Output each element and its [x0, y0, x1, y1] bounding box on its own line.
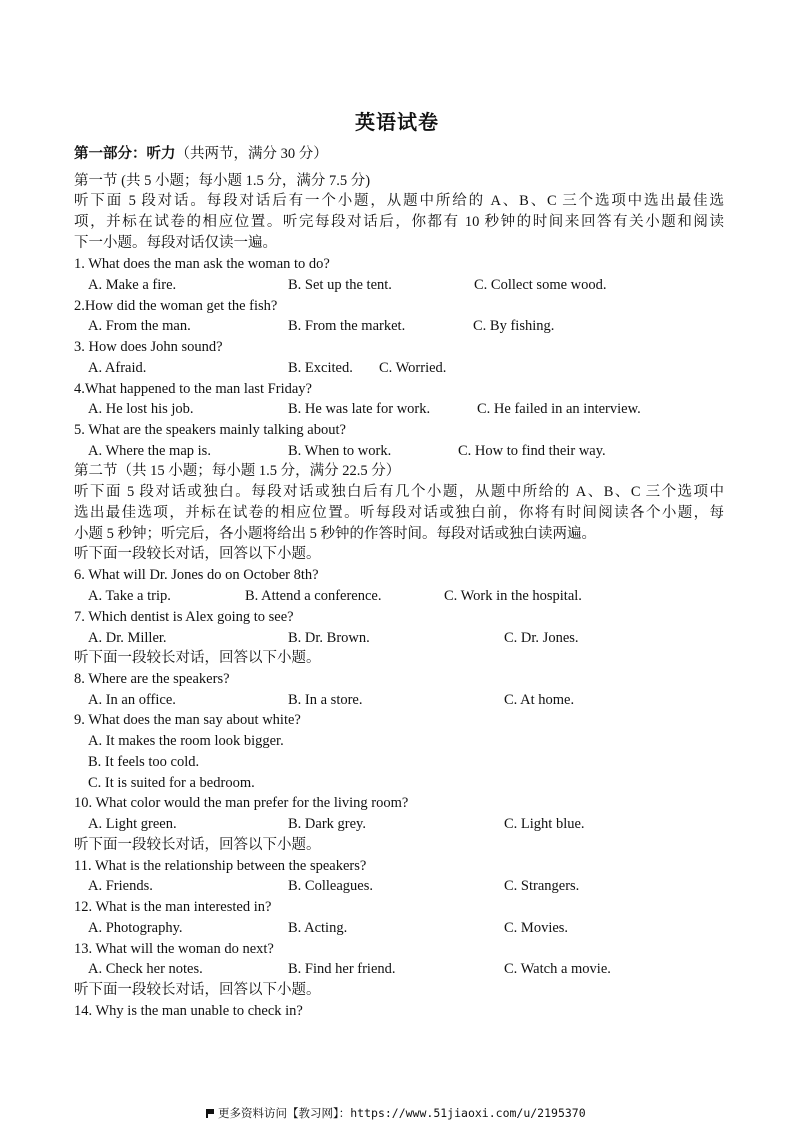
option-b: B. Find her friend.: [288, 961, 396, 977]
question-stem: 10. What color would the man prefer for the living room?: [74, 795, 409, 811]
section1-instruction-line: 下一小题。每段对话仅读一遍。: [74, 235, 277, 251]
section1-instruction-line: 项，并标在试卷的相应位置。听完每段对话后，你都有 10 秒钟的时间来回答有关小题和阅读: [74, 214, 724, 230]
section2-instruction-line: 选出最佳选项，并标在试卷的相应位置。听每段对话或独白前，你将有时间阅读各个小题，每: [74, 505, 724, 521]
section1-heading: 第一节 (共 5 小题；每小题 1.5 分，满分 7.5 分): [74, 173, 371, 189]
option-c: C. He failed in an interview.: [477, 401, 641, 417]
option-a: A. Friends.: [88, 878, 153, 894]
long-dialogue-prompt: 听下面一段较长对话，回答以下小题。: [74, 650, 321, 666]
part1-heading-rest: （共两节，满分 30 分）: [175, 146, 328, 162]
question-stem: 1. What does the man ask the woman to do?: [74, 256, 330, 272]
section2-instruction-line: 小题 5 秒钟；听完后，各小题将给出 5 秒钟的作答时间。每段对话或独白读两遍。: [74, 526, 596, 542]
question-stem: 3. How does John sound?: [74, 339, 223, 355]
question-stem: 2.How did the woman get the fish?: [74, 298, 278, 314]
question-stem: 5. What are the speakers mainly talking about?: [74, 422, 346, 438]
question-stem: 11. What is the relationship between the speakers?: [74, 858, 367, 874]
option-b: B. When to work.: [288, 443, 392, 459]
flag-icon: [206, 1109, 214, 1118]
option-a: A. Check her notes.: [88, 961, 203, 977]
option-a: A. In an office.: [88, 692, 176, 708]
question-stem: 14. Why is the man unable to check in?: [74, 1003, 303, 1019]
option-c: C. Worried.: [379, 360, 447, 376]
long-dialogue-prompt: 听下面一段较长对话，回答以下小题。: [74, 546, 321, 562]
option-c: C. How to find their way.: [458, 443, 606, 459]
option-c: C. Light blue.: [504, 816, 585, 832]
question-stem: 4.What happened to the man last Friday?: [74, 381, 312, 397]
option-a: A. He lost his job.: [88, 401, 194, 417]
question-stem: 7. Which dentist is Alex going to see?: [74, 609, 294, 625]
page-title: 英语试卷: [355, 112, 439, 134]
option-a: A. It makes the room look bigger.: [88, 733, 284, 749]
question-stem: 9. What does the man say about white?: [74, 712, 301, 728]
option-c: C. Movies.: [504, 920, 569, 936]
long-dialogue-prompt: 听下面一段较长对话，回答以下小题。: [74, 837, 321, 853]
option-a: A. Dr. Miller.: [88, 630, 167, 646]
option-c: C. Work in the hospital.: [444, 588, 582, 604]
option-c: C. It is suited for a bedroom.: [88, 775, 255, 791]
footer: [206, 1105, 586, 1121]
option-c: C. At home.: [504, 692, 575, 708]
option-a: A. Afraid.: [88, 360, 147, 376]
option-c: C. Strangers.: [504, 878, 580, 894]
option-b: B. He was late for work.: [288, 401, 431, 417]
option-a: A. Light green.: [88, 816, 177, 832]
footer-link[interactable]: https://www.51jiaoxi.com/u/2195370: [350, 1106, 586, 1120]
option-b: B. It feels too cold.: [88, 754, 200, 770]
option-b: B. Dr. Brown.: [288, 630, 370, 646]
option-b: B. Dark grey.: [288, 816, 366, 832]
option-b: B. Colleagues.: [288, 878, 373, 894]
question-stem: 12. What is the man interested in?: [74, 899, 272, 915]
option-a: A. Photography.: [88, 920, 183, 936]
question-stem: 8. Where are the speakers?: [74, 671, 230, 687]
section2-heading: 第二节（共 15 小题；每小题 1.5 分，满分 22.5 分）: [74, 463, 401, 479]
option-b: B. In a store.: [288, 692, 363, 708]
option-c: C. Dr. Jones.: [504, 630, 579, 646]
option-c: C. Watch a movie.: [504, 961, 611, 977]
option-a: A. Make a fire.: [88, 277, 177, 293]
option-b: B. From the market.: [288, 318, 406, 334]
option-a: A. From the man.: [88, 318, 191, 334]
option-c: C. By fishing.: [473, 318, 555, 334]
question-stem: 6. What will Dr. Jones do on October 8th?: [74, 567, 319, 583]
question-stem: 13. What will the woman do next?: [74, 941, 274, 957]
section1-instruction-line: 听下面 5 段对话。每段对话后有一个小题，从题中所给的 A、B、C 三个选项中选出最佳选: [74, 193, 724, 209]
long-dialogue-prompt: 听下面一段较长对话，回答以下小题。: [74, 982, 321, 998]
option-a: A. Where the map is.: [88, 443, 211, 459]
option-c: C. Collect some wood.: [474, 277, 607, 293]
option-b: B. Attend a conference.: [245, 588, 382, 604]
option-b: B. Acting.: [288, 920, 348, 936]
part1-heading: [74, 144, 724, 165]
part1-heading-bold: 第一部分：听力: [74, 146, 176, 162]
option-b: B. Excited.: [288, 360, 353, 376]
section2-instruction-line: 听下面 5 段对话或独白。每段对话或独白后有几个小题，从题中所给的 A、B、C 三个选项中: [74, 484, 724, 500]
option-a: A. Take a trip.: [88, 588, 171, 604]
footer-prefix: 更多资料访问【教习网】：: [218, 1106, 351, 1120]
option-b: B. Set up the tent.: [288, 277, 392, 293]
